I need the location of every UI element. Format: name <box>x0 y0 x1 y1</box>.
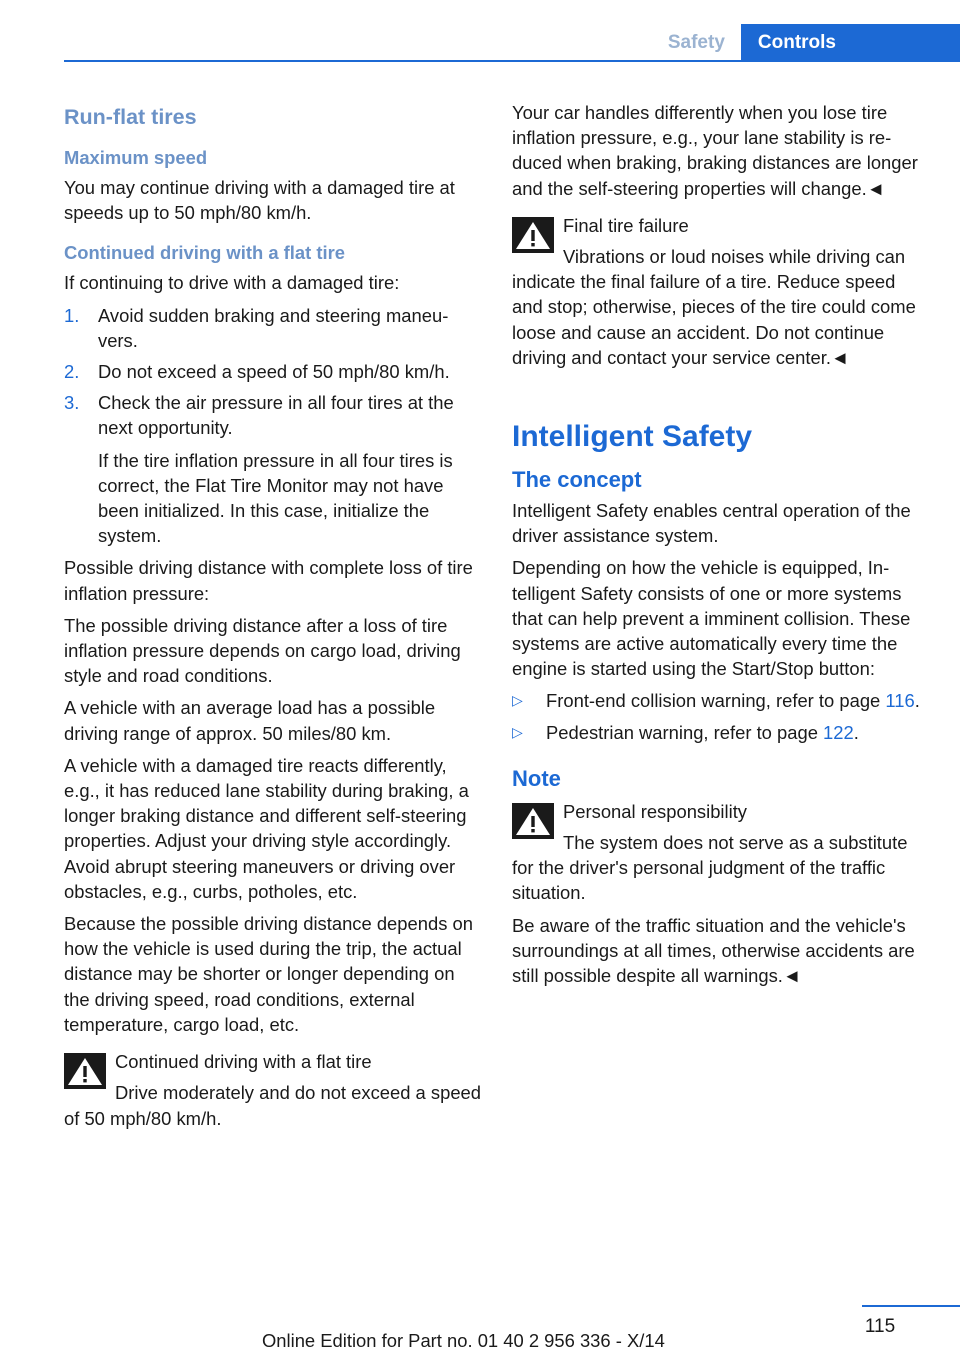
equipped-text: Depending on how the vehicle is equipped, Intelligent Safety consists of one or more systems that can help prevent a imminent collision. These systems are active automatically every time the engine is started using the Start/Stop button: <box>512 557 911 680</box>
steps-list <box>64 303 482 549</box>
continued-driving-heading: Continued driving with a flat tire <box>64 242 345 264</box>
concept-heading: The concept <box>512 467 642 493</box>
max-speed-heading: Maximum speed <box>64 147 208 168</box>
step-text: Avoid sudden braking and steering maneuvers. <box>98 304 449 351</box>
page-link-122[interactable]: 122 <box>823 721 854 743</box>
warning-triangle-icon <box>64 1053 106 1089</box>
step-text: Do not exceed a speed of 50 mph/80 km/h. <box>98 361 450 383</box>
step-extra-text: If the tire inflation pressure in all four tires is correct, the Flat Tire Monitor may not have been initialized. In this case, initialize the system. <box>98 449 453 547</box>
paragraph: Possible driving distance with complete loss of tire inflation pressure: <box>64 557 473 604</box>
paragraph: Because the possible driving distance depends on how the vehicle is used during the trip, the actual distance may be shorter or longer depending on the driving speed, road conditions, external temperature, cargo load, etc. <box>64 913 473 1035</box>
warning-title: Continued driving with a flat tire <box>115 1051 372 1073</box>
warning-text: Drive moderately and do not exceed a speed of 50 mph/80 km/h. <box>64 1082 481 1129</box>
bullet-body <box>546 720 924 745</box>
run-flat-title: Run-flat tires <box>64 105 197 129</box>
bullet-triangle-icon: ▷ <box>512 692 523 709</box>
header-section-label: Safety <box>667 32 725 53</box>
warning-block <box>512 799 924 906</box>
concept-text: Intelligent Safety enables central operation of the driver assistance system. <box>512 500 911 547</box>
warning-title: Final tire failure <box>563 214 689 236</box>
bullet-triangle-icon: ▷ <box>512 723 523 740</box>
header-tabs <box>652 24 960 62</box>
note-heading: Note <box>512 765 561 791</box>
bullet-text: Pedestrian warning, refer to page <box>546 721 824 743</box>
step-number: 3. <box>64 392 80 414</box>
intelligent-safety-title: Intelligent Safety <box>512 420 753 454</box>
page-link-116[interactable]: 116 <box>885 690 915 712</box>
left-column <box>64 100 482 1138</box>
paragraph: The possible driving distance after a loss of tire inflation pressure depends on cargo load, driving style and road conditions. <box>64 614 461 687</box>
list-item <box>512 720 924 745</box>
list-item <box>64 390 482 548</box>
bullet-suffix: . <box>914 690 920 712</box>
list-item <box>64 303 482 353</box>
warning-text: The system does not serve as a substitute for the driver's personal judgment of the traffic situation. <box>512 832 908 904</box>
list-item <box>64 359 482 384</box>
right-column <box>512 100 924 995</box>
systems-list <box>512 688 924 744</box>
warning-title: Personal responsibility <box>563 800 747 822</box>
warning-triangle-icon <box>512 803 554 839</box>
paragraph: A vehicle with a damaged tire reacts differently, e.g., it has reduced lane stability during braking, a longer braking distance and different self-steering properties. Adjust your driving style accordingly. Avoid abrupt steering maneuvers or driving over obstacles, e.g., curbs, potholes, etc. <box>64 754 469 902</box>
footer-rule <box>862 1305 960 1307</box>
max-speed-text: You may continue driving with a damaged tire at speeds up to 50 mph/80 km/h. <box>64 177 455 224</box>
warning-block <box>512 213 924 370</box>
step-number: 1. <box>64 304 80 326</box>
handling-text: Your car handles differently when you lose tire inflation pressure, e.g., your lane stability is reduced when braking, braking distances are longer and the self-steering properties will change.◄ <box>512 102 918 199</box>
edition-footer: Online Edition for Part no. 01 40 2 956 336 - X/14 <box>262 1330 665 1351</box>
warning-text: Vibrations or loud noises while driving can indicate the final failure of a tire. Reduce speed and stop; otherwise, pieces of the tire could come loose and cause an accident. Do not continue driving and contact your service center.◄ <box>512 246 916 368</box>
header-chapter-label: Controls <box>741 24 960 62</box>
continued-intro: If continuing to drive with a damaged tire: <box>64 272 400 294</box>
page-number: 115 <box>864 1316 896 1337</box>
note-closing-text: Be aware of the traffic situation and the vehicle's surroundings at all times, otherwise accidents are still possible despite all warnings.◄ <box>512 914 915 987</box>
warning-triangle-icon <box>512 217 554 253</box>
warning-block <box>64 1049 482 1131</box>
header-rule <box>64 60 960 62</box>
step-text: Check the air pressure in all four tires at the next opportunity. <box>98 392 454 439</box>
paragraph: A vehicle with an average load has a possible driving range of approx. 50 miles/80 km. <box>64 697 436 744</box>
bullet-body <box>546 688 924 713</box>
bullet-text: Front-end collision warning, refer to page <box>546 690 886 712</box>
step-body <box>98 390 482 548</box>
step-number: 2. <box>64 361 80 383</box>
bullet-suffix: . <box>853 721 859 743</box>
list-item <box>512 688 924 713</box>
